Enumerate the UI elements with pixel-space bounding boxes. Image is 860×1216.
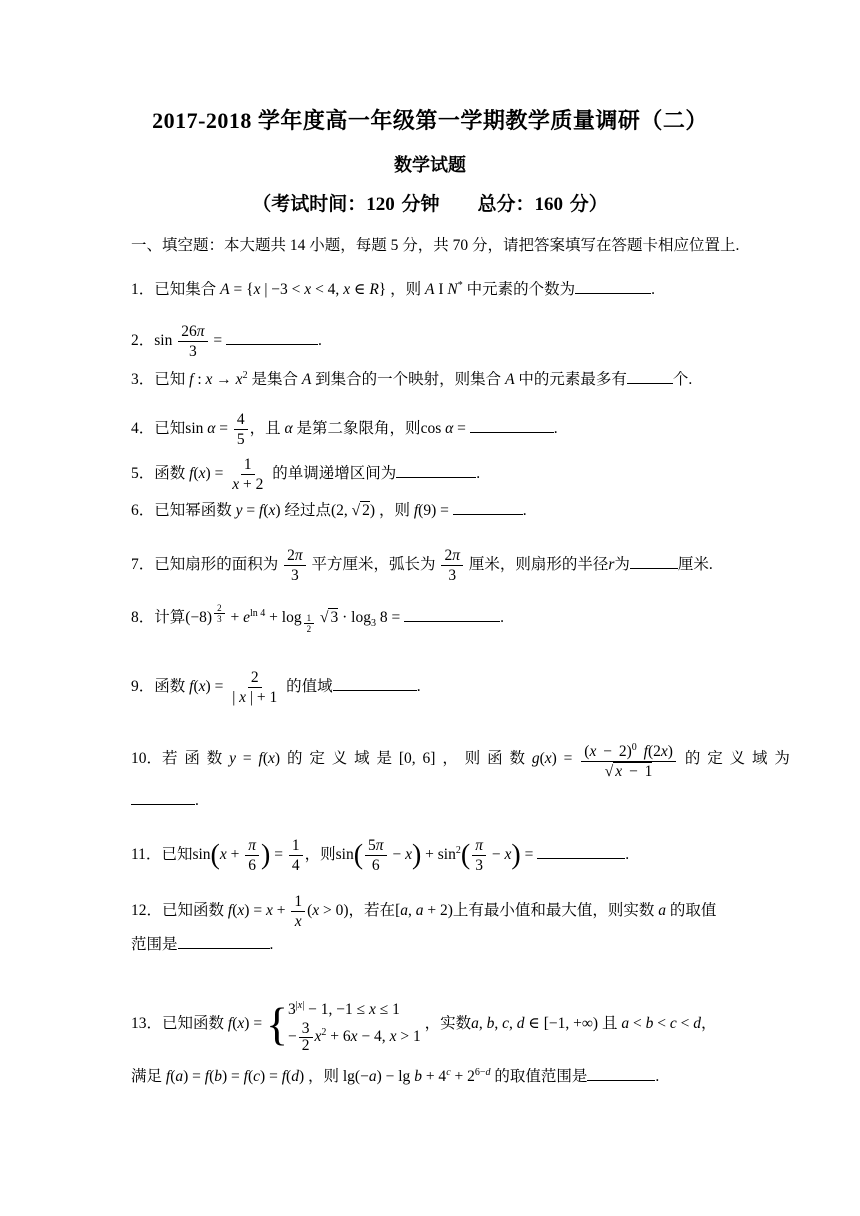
answer-blank-3[interactable] [627, 369, 673, 384]
answer-blank-11[interactable] [537, 844, 625, 859]
answer-blank-13[interactable] [587, 1066, 655, 1081]
question-9: 9．函数 f(x) = $\frac{2}{| x | + 1}$ 的值域 . [131, 669, 421, 706]
answer-blank-10[interactable] [131, 790, 195, 805]
answer-blank-2[interactable] [226, 330, 318, 345]
question-11: 11．已知sin(x + $\frac{\pi}{6}$ ) = $\frac{1}{4}$ ，则sin( $\frac{5\pi}{6}$ − $x) + \sin^2$( $\frac{\pi}{3}$ − x) = . [131, 837, 630, 874]
exam-subject: 数学试题 [394, 155, 466, 175]
question-8: 8．计算(−8) $^{\frac{2}{3}}$ + $e^{ln 4} + \log$ $_{\frac{1}{2}}$ √ $3 \cdot \log_3 8$ = . [131, 603, 504, 635]
question-3: 3．已知 f : $x \to x^2$ 是集合 A 到集合的一个映射，则集合 A 中的元素最多有 个. [131, 370, 693, 389]
answer-blank-7[interactable] [630, 554, 678, 569]
exam-info: （考试时间：120 分钟 总分：160 分） [252, 194, 608, 215]
exam-title: 2017-2018 学年度高一年级第一学期教学质量调研（二） [152, 108, 708, 133]
answer-blank-9[interactable] [333, 676, 417, 691]
question-13: 13．已知函数 f(x) = { $3^{|x|} - 1$, −1 ≤ x ≤ 1 − $\frac{3}{2}$ $x^2 + 6x - 4$, x > 1 ，实数a, b, c, d ∈ [−1, +∞) 且 a < b < c < d， [131, 998, 717, 1055]
answer-blank-1[interactable] [575, 279, 651, 294]
question-13-cont: 满足 f(a) = f(b) = f(c) = f(d) ，则 $\lg(-a) - \lg b + 4^c + 2^{6-d}$ 的取值范围是 . [131, 1067, 660, 1086]
answer-blank-4[interactable] [470, 418, 554, 433]
question-1: 1．已知集合 A = {x | −3 < x < 4, x ∈ R} ，则 A I N* 中元素的个数为 . [131, 280, 655, 299]
answer-blank-8[interactable] [404, 607, 500, 622]
question-2: 2．sin $\frac{26\pi}{3}$ = . [131, 323, 322, 360]
answer-blank-12[interactable] [178, 934, 270, 949]
question-4: 4．已知sin α = $\frac{4}{5}$ ，且 α 是第二象限角，则cos α = . [131, 411, 558, 448]
answer-blank-6[interactable] [453, 500, 523, 515]
question-10: 10．若 函 数 y = f(x) 的 定 义 域 是 [0, 6] ， 则 函 数 g(x) = $\frac{(x - 2)^0 f(2x)}{√ x - 1}$ 的 定 义 域 为 [131, 738, 790, 781]
question-10-cont: . [131, 790, 199, 811]
question-7: 7．已知扇形的面积为 $\frac{2\pi}{3}$ 平方厘米，弧长为 $\frac{2\pi}{3}$ 厘米，则扇形的半径r为 厘米. [131, 547, 713, 584]
question-12: 12．已知函数 f(x) = x + $\frac{1}{x}$ (x > 0)，若在[a, a + 2)上有最小值和最大值，则实数 a 的取值 [131, 893, 717, 930]
question-12-cont: 范围是 . [131, 936, 274, 953]
question-6: 6．已知幂函数 y = f(x) 经过点(2, √ 2) ，则 f(9) = . [131, 502, 527, 519]
question-5: 5．函数 f(x) = $\frac{1}{x + 2}$ 的单调递增区间为 . [131, 456, 481, 493]
section-intro: 一、填空题：本大题共 14 小题，每题 5 分，共 70 分，请把答案填写在答题卡相应位置上. [131, 237, 740, 254]
answer-blank-5[interactable] [396, 463, 476, 478]
